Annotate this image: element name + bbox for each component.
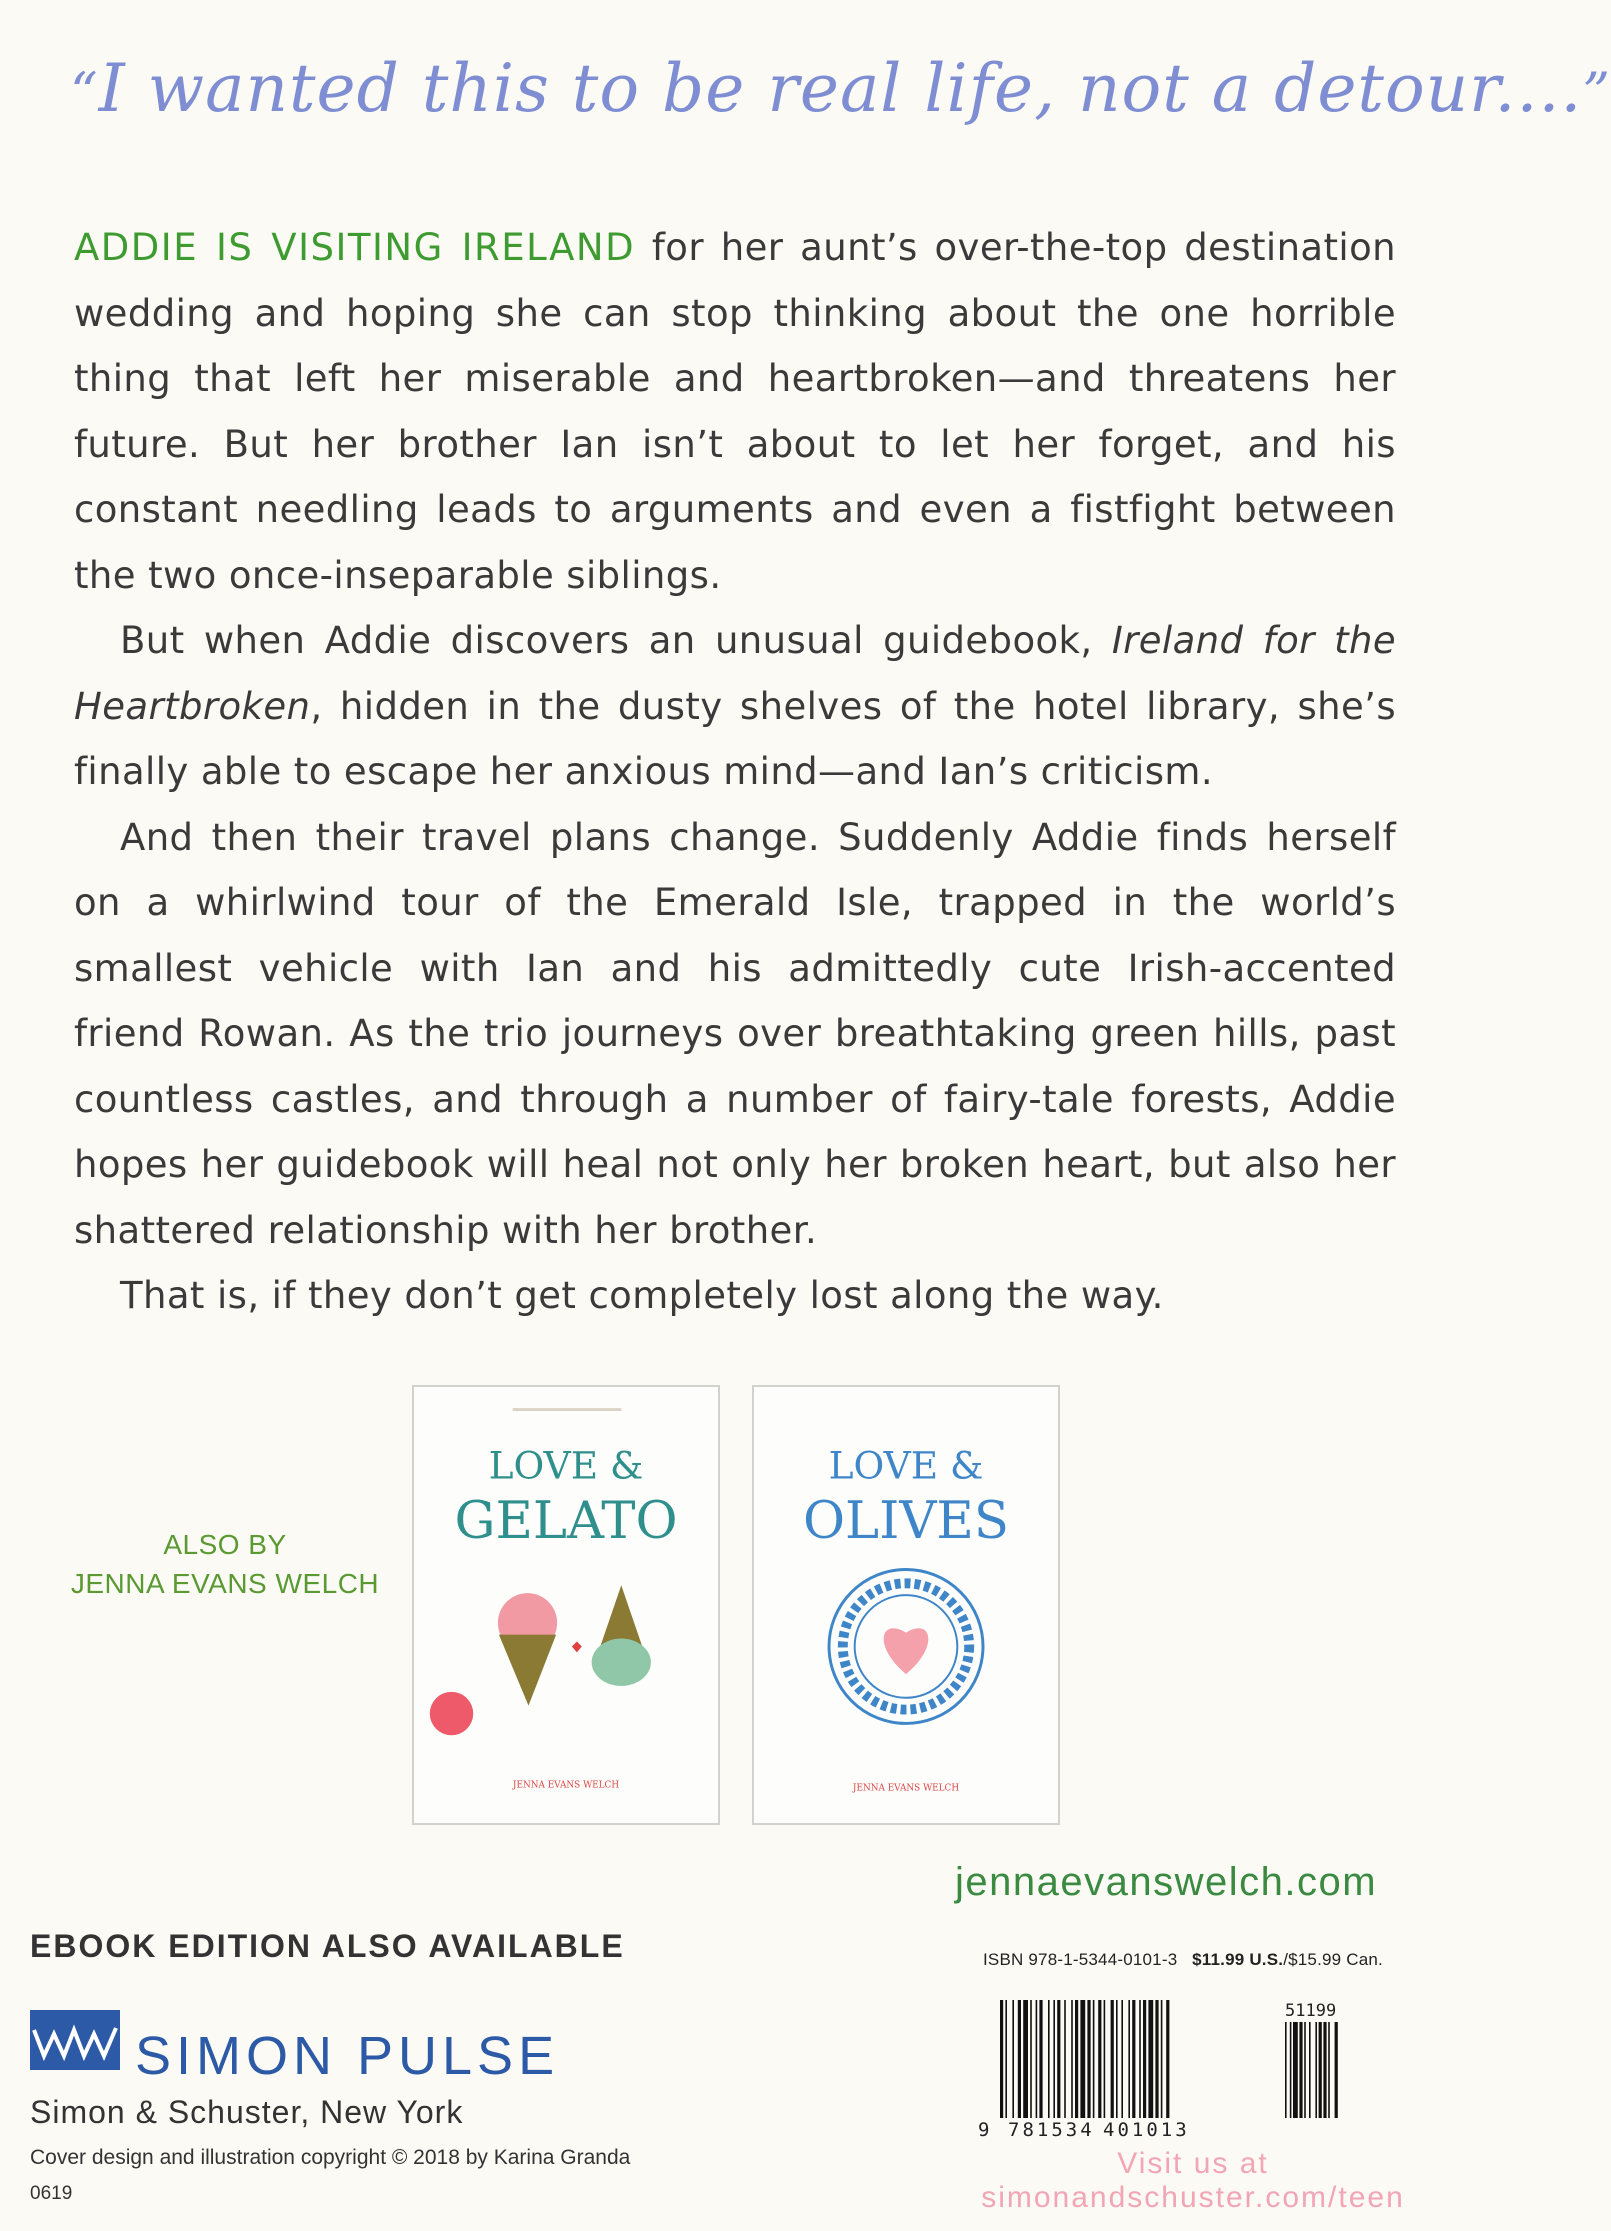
barcode-bar — [1128, 2000, 1130, 2118]
price-can: /$15.99 Can. — [1283, 1950, 1383, 1969]
barcode-addon-bar — [1299, 2022, 1302, 2118]
cover-author: JENNA EVANS WELCH — [852, 1783, 960, 1794]
barcode-addon-digits: 51199 — [1285, 2001, 1337, 2021]
barcode-bar — [1018, 2000, 1021, 2118]
barcode-bar — [1039, 2000, 1042, 2118]
barcode-bar — [1030, 2000, 1032, 2118]
visit-line1: Visit us at — [1117, 2147, 1269, 2180]
barcode-bar — [1161, 2000, 1163, 2118]
barcode-bar — [1005, 2000, 1007, 2118]
barcode-addon-bar — [1323, 2022, 1326, 2118]
isbn-price-line — [983, 1950, 1383, 1970]
cover-author: JENNA EVANS WELCH — [512, 1780, 620, 1791]
barcode-bar — [1093, 2000, 1095, 2118]
tagline-close-quote: ” — [1582, 61, 1611, 124]
mint-scoop-icon — [592, 1639, 651, 1686]
barcode-lead-digit: 9 — [978, 2119, 990, 2141]
description-paragraph-2 — [74, 608, 1396, 805]
description-p2-end: , hidden in the dusty shelves of the hotel library, she’s finally able to escape her anxious mind—and Ian’s criticism. — [74, 684, 1396, 793]
barcode-bar — [1023, 2000, 1028, 2118]
barcode-bar — [1071, 2000, 1073, 2118]
barcode-bar — [1111, 2000, 1114, 2118]
barcode-left-digits: 781534 — [1008, 2119, 1095, 2141]
tagline — [70, 50, 1611, 170]
ebook-notice: EBOOK EDITION ALSO AVAILABLE — [30, 1928, 625, 1964]
isbn-number: ISBN 978-1-5344-0101-3 — [983, 1950, 1178, 1969]
barcode-bar — [1064, 2000, 1066, 2118]
cover-credit: Cover design and illustration copyright © 2018 by Karina Granda — [30, 2146, 631, 2169]
barcode-bar — [1148, 2000, 1153, 2118]
book-cover-love-and-gelato — [412, 1385, 720, 1825]
barcode — [978, 2000, 1400, 2141]
barcode-addon-bar — [1319, 2022, 1322, 2118]
badge-icon — [430, 1692, 473, 1735]
barcode-bar — [1139, 2000, 1141, 2118]
barcode-addon-bar — [1290, 2022, 1292, 2118]
publisher-name: SIMON PULSE — [135, 2026, 560, 2086]
also-by-line1: ALSO BY — [163, 1529, 287, 1560]
tagline-open-quote: “ — [70, 61, 99, 124]
barcode-addon-bar — [1328, 2022, 1330, 2118]
barcode-bar — [1080, 2000, 1085, 2118]
barcode-addon-bar — [1315, 2022, 1317, 2118]
barcode-addon-bar — [1335, 2022, 1338, 2118]
publisher-city: Simon & Schuster, New York — [30, 2094, 464, 2130]
barcode-bar — [1166, 2000, 1169, 2118]
barcode-bar — [1104, 2000, 1106, 2118]
book-cover-love-and-olives — [752, 1385, 1060, 1825]
cover-title-top: LOVE & — [828, 1443, 984, 1488]
price-us: $11.99 U.S. — [1192, 1950, 1284, 1969]
description-book-title: Ireland for the Heartbroken — [74, 619, 1396, 728]
barcode-bar — [1075, 2000, 1078, 2118]
description-paragraph-3: And then their travel plans change. Suddenly Addie finds herself on a whirlwind tour of the Emerald Isle, trapped in the world’s smallest vehicle with Ian and his admittedly cute Irish-accented friend Rowan. As the trio journeys over breathtaking green hills, past countless castles, and through a number of fairy-tale forests, Addie hopes her guidebook will heal not only her broken heart, but also her shattered relationship with her brother. — [74, 815, 1396, 1252]
author-website[interactable]: jennaevanswelch.com — [955, 1860, 1378, 1904]
book-description — [74, 215, 1396, 1329]
cover-title-top: LOVE & — [488, 1443, 644, 1488]
barcode-bar — [1057, 2000, 1060, 2118]
barcode-bar — [1132, 2000, 1135, 2118]
barcode-addon-bar — [1304, 2022, 1306, 2118]
description-paragraph-1 — [74, 215, 1396, 608]
barcode-bar — [1036, 2000, 1038, 2118]
barcode-bar — [1155, 2000, 1158, 2118]
tagline-text: I wanted this to be real life, not a detour.... — [98, 50, 1583, 127]
description-lead: ADDIE IS VISITING IRELAND — [74, 226, 636, 269]
barcode-bar — [1098, 2000, 1101, 2118]
description-p2-start: But when Addie discovers an unusual guidebook, — [120, 619, 1112, 662]
description-paragraph-4: That is, if they don’t get completely lost along the way. — [120, 1274, 1164, 1317]
barcode-bar — [1087, 2000, 1090, 2118]
barcode-addon-bar — [1285, 2022, 1287, 2118]
barcode-bar — [1053, 2000, 1055, 2118]
print-code: 0619 — [30, 2183, 73, 2204]
barcode-addon-bar — [1293, 2022, 1298, 2118]
barcode-bar — [1000, 2000, 1003, 2118]
olives-cover-art — [754, 1387, 1058, 1823]
visit-link[interactable] — [948, 2147, 1438, 2215]
cone-icon — [499, 1635, 556, 1706]
barcode-addon-bar — [1309, 2022, 1311, 2118]
barcode-bar — [1116, 2000, 1118, 2118]
barcode-bar — [1143, 2000, 1146, 2118]
heart-icon — [884, 1628, 929, 1674]
cover-title-main: OLIVES — [802, 1490, 1010, 1551]
small-heart-icon — [572, 1642, 582, 1653]
gelato-cover-art — [414, 1387, 718, 1823]
barcode-right-digits: 401013 — [1103, 2119, 1190, 2141]
barcode-bar — [1012, 2000, 1014, 2118]
barcode-bar — [1121, 2000, 1123, 2118]
simon-pulse-logo-icon — [30, 2010, 120, 2070]
also-by-author: JENNA EVANS WELCH — [70, 1568, 380, 1599]
description-p1-rest: for her aunt’s over-the-top destination wedding and hoping she can stop thinking about the one horrible thing that left her miserable and heartbroken—and threatens her future. But her brother Ian isn’t about to let her forget, and his constant needling leads to arguments and even a fistfight between the two once-inseparable siblings. — [74, 226, 1396, 597]
also-by-label — [40, 1525, 410, 1603]
cover-title-main: GELATO — [454, 1490, 678, 1551]
visit-url: simonandschuster.com/teen — [981, 2181, 1405, 2214]
barcode-bar — [1048, 2000, 1050, 2118]
